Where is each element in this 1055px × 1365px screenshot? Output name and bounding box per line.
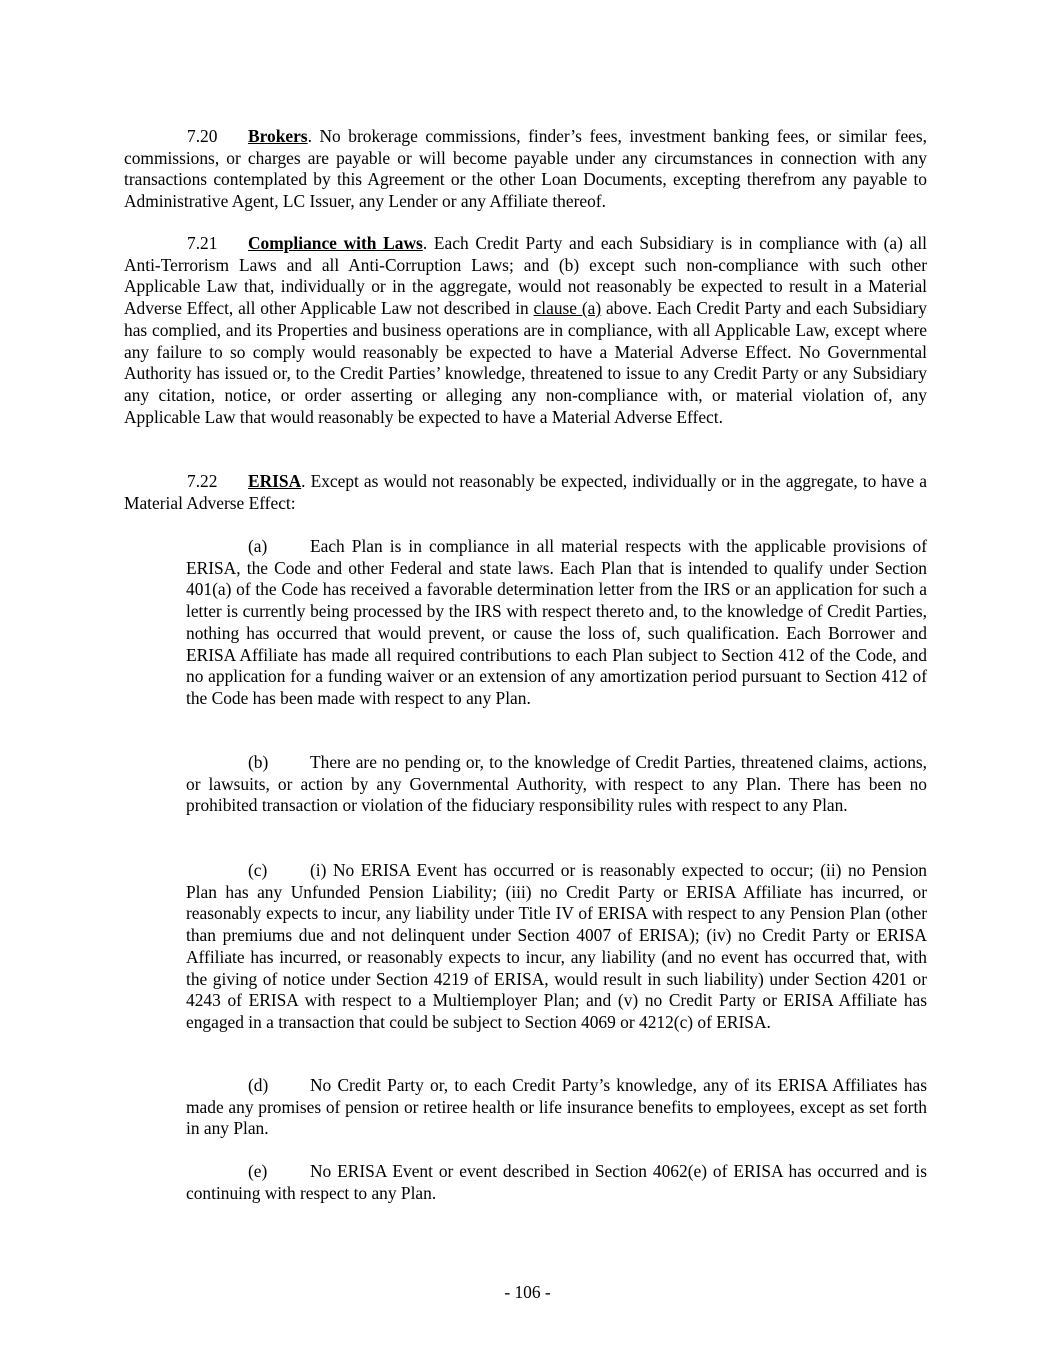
- subsection-body: Each Plan is in compliance in all material respects with the applicable provisions of ERISA, the Code and other Federal and state laws. Each Plan that is intended to qualify under Section 401(a) of the Code has received a favorable determination letter from the IRS or an application for such a letter is currently being processed by the IRS with respect thereto and, to the knowledge of Credit Parties, nothing has occurred that would prevent, or cause the loss of, such qualification. Each Borrower and ERISA Affiliate has made all required contributions to each Plan subject to Section 412 of the Code, and no application for a funding waiver or an extension of any amortization period pursuant to Section 412 of the Code has been made with respect to any Plan.: [186, 536, 927, 708]
- subsection-body: No ERISA Event or event described in Section 4062(e) of ERISA has occurred and is continuing with respect to any Plan.: [186, 1161, 927, 1203]
- subsection-body: (i) No ERISA Event has occurred or is reasonably expected to occur; (ii) no Pension Plan has any Unfunded Pension Liability; (iii) no Credit Party or ERISA Affiliate has incurred, or reasonably expects to incur, any liability under Title IV of ERISA with respect to any Pension Plan (other than premiums due and not delinquent under Section 4007 of ERISA); (iv) no Credit Party or ERISA Affiliate has incurred, or reasonably expects to incur, any liability (and no event has occurred that, with the giving of notice under Section 4219 of ERISA, would result in such liability) under Section 4201 or 4243 of ERISA with respect to a Multiemployer Plan; and (v) no Credit Party or ERISA Affiliate has engaged in a transaction that could be subject to Section 4069 or 4212(c) of ERISA.: [186, 860, 927, 1032]
- section-7-22: [124, 471, 927, 514]
- section-heading: Brokers: [248, 126, 308, 146]
- section-body: . Each Credit Party and each Subsidiary is in compliance with (a) all Anti-Terrorism Laws and all Anti-Corruption Laws; and (b) except such non-compliance with such other Applicable Law that, individually or in the aggregate, would not reasonably be expected to result in a Material Adverse Effect, all other Applicable Law not described in: [124, 233, 927, 319]
- page-number: - 106 -: [504, 1282, 551, 1302]
- section-heading: ERISA: [248, 471, 302, 491]
- section-body: . Except as would not reasonably be expected, individually or in the aggregate, to have a Material Adverse Effect:: [124, 471, 927, 513]
- subsection-c: [186, 860, 927, 1034]
- subsection-b: [186, 752, 927, 817]
- section-heading: Compliance with Laws: [248, 233, 423, 253]
- subsection-d: [186, 1075, 927, 1140]
- subsection-body: No Credit Party or, to each Credit Party’s knowledge, any of its ERISA Affiliates has made any promises of pension or retiree health or life insurance benefits to employees, except as set forth in any Plan.: [186, 1075, 927, 1139]
- subsection-label: (e): [248, 1161, 268, 1181]
- section-body: . No brokerage commissions, finder’s fees, investment banking fees, or similar fees, commissions, or charges are payable or will become payable under any circumstances in connection with any transactions contemplated by this Agreement or the other Loan Documents, excepting therefrom any payable to Administrative Agent, LC Issuer, any Lender or any Affiliate thereof.: [124, 126, 927, 212]
- subsection-label: (d): [248, 1075, 269, 1095]
- subsection-a: [186, 536, 927, 710]
- section-7-20: [124, 126, 927, 213]
- subsection-body: There are no pending or, to the knowledge of Credit Parties, threatened claims, actions, or lawsuits, or action by any Governmental Authority, with respect to any Plan. There has been no prohibited transaction or violation of the fiduciary responsibility rules with respect to any Plan.: [186, 752, 927, 816]
- section-number: 7.21: [187, 233, 218, 253]
- subsection-label: (a): [248, 536, 268, 556]
- subsection-e: [186, 1161, 927, 1204]
- section-number: 7.22: [187, 471, 218, 491]
- section-number: 7.20: [187, 126, 218, 146]
- subsection-label: (b): [248, 752, 269, 772]
- section-7-21: [124, 233, 927, 428]
- clause-reference: clause (a): [533, 298, 602, 319]
- subsection-label: (c): [248, 860, 268, 880]
- section-body-continued: above. Each Credit Party and each Subsidiary has complied, and its Properties and business operations are in compliance, with all Applicable Law, except where any failure to so comply would reasonably be expected to have a Material Adverse Effect. No Governmental Authority has issued or, to the Credit Parties’ knowledge, threatened to issue to any Credit Party or any Subsidiary any citation, notice, or order asserting or alleging any non-compliance with, or material violation of, any Applicable Law that would reasonably be expected to have a Material Adverse Effect.: [124, 298, 927, 427]
